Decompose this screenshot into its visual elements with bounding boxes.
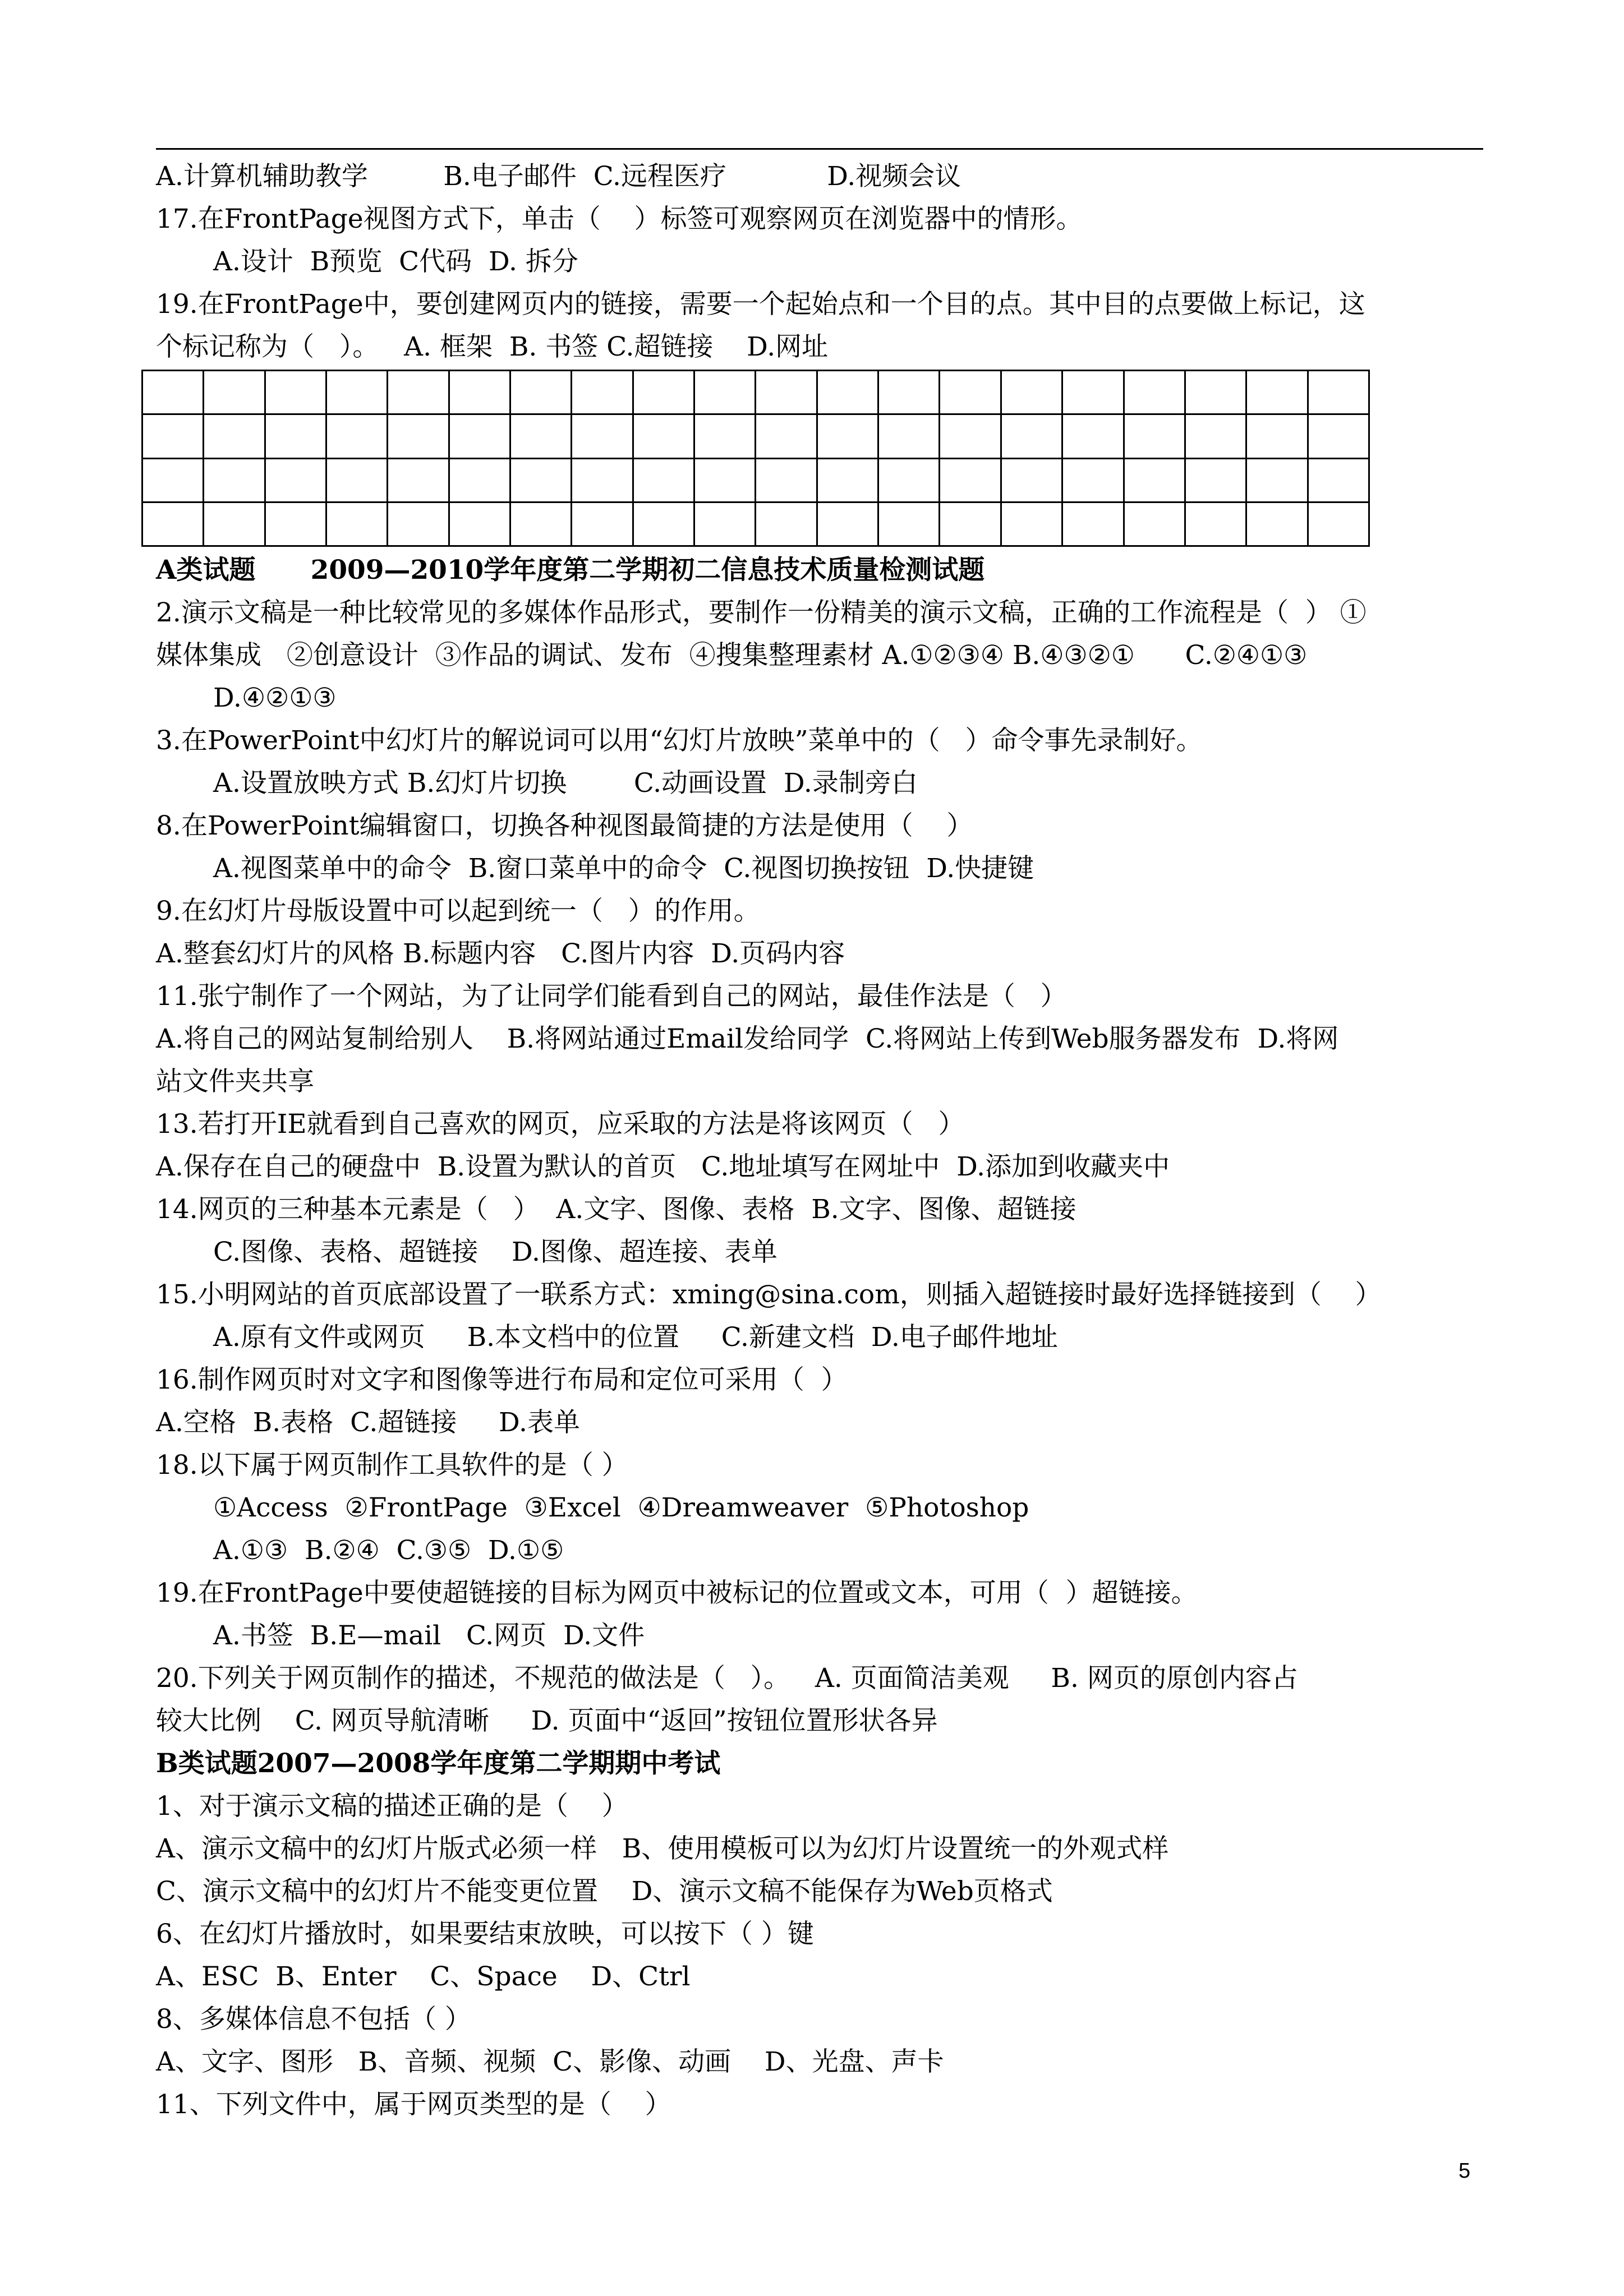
question-2: 2.演示文稿是一种比较常见的多媒体作品形式，要制作一份精美的演示文稿，正确的工作流程是（ ） ① xyxy=(156,597,1367,628)
question-b8: 8、多媒体信息不包括（ ） xyxy=(156,2004,471,2035)
question-3: 3.在PowerPoint中幻灯片的解说词可以用“幻灯片放映”菜单中的（ ）命令事先录制好。 xyxy=(156,725,1203,756)
question-14: 14.网页的三种基本元素是（ ） A.文字、图像、表格 B.文字、图像、超链接 xyxy=(156,1194,1076,1225)
grid-cell xyxy=(1124,371,1185,414)
grid-cell xyxy=(940,371,1001,414)
grid-cell xyxy=(694,502,756,546)
grid-cell xyxy=(878,371,940,414)
grid-cell xyxy=(633,502,694,546)
question-17-options: A.设计 B预览 C代码 D. 拆分 xyxy=(213,246,578,277)
grid-cell xyxy=(265,502,326,546)
question-b6-options: A、ESC B、Enter C、Space D、Ctrl xyxy=(156,1961,691,1992)
grid-cell xyxy=(878,458,940,502)
grid-cell xyxy=(1001,414,1062,458)
grid-cell xyxy=(1001,458,1062,502)
grid-row xyxy=(142,414,1369,458)
question-b6: 6、在幻灯片播放时，如果要结束放映，可以按下（ ）键 xyxy=(156,1919,814,1949)
grid-cell xyxy=(265,371,326,414)
grid-cell xyxy=(572,502,633,546)
question-13-options: A.保存在自己的硬盘中 B.设置为默认的首页 C.地址填写在网址中 D.添加到收藏夹中 xyxy=(156,1151,1170,1182)
grid-cell xyxy=(142,458,204,502)
grid-cell xyxy=(756,502,817,546)
section-b-heading: B类试题2007—2008学年度第二学期期中考试 xyxy=(156,1748,721,1779)
grid-cell xyxy=(265,458,326,502)
question-19b: 19.在FrontPage中要使超链接的目标为网页中被标记的位置或文本，可用（ ）超链接。 xyxy=(156,1578,1198,1608)
text-line: A.计算机辅助教学 B.电子邮件 C.远程医疗 D.视频会议 xyxy=(156,161,961,192)
question-11: 11.张宁制作了一个网站，为了让同学们能看到自己的网站，最佳作法是（ ） xyxy=(156,981,1067,1012)
grid-cell xyxy=(204,371,265,414)
grid-cell xyxy=(1246,502,1308,546)
question-3-options: A.设置放映方式 B.幻灯片切换 C.动画设置 D.录制旁白 xyxy=(213,768,918,799)
grid-cell xyxy=(940,458,1001,502)
grid-cell xyxy=(449,414,510,458)
grid-cell xyxy=(326,458,388,502)
question-b1-options-cd: C、演示文稿中的幻灯片不能变更位置 D、演示文稿不能保存为Web页格式 xyxy=(156,1876,1053,1907)
question-b1-options-ab: A、演示文稿中的幻灯片版式必须一样 B、使用模板可以为幻灯片设置统一的外观式样 xyxy=(156,1833,1169,1864)
grid-cell xyxy=(449,502,510,546)
grid-cell xyxy=(388,414,449,458)
grid-cell xyxy=(1185,458,1246,502)
page-number: 5 xyxy=(1459,2159,1471,2183)
grid-cell xyxy=(572,414,633,458)
question-b1: 1、对于演示文稿的描述正确的是（ ） xyxy=(156,1791,628,1822)
grid-cell xyxy=(633,371,694,414)
question-17: 17.在FrontPage视图方式下，单击（ ）标签可观察网页在浏览器中的情形。 xyxy=(156,204,1083,234)
question-20-cont: 较大比例 C. 网页导航清晰 D. 页面中“返回”按钮位置形状各异 xyxy=(156,1705,938,1736)
grid-cell xyxy=(326,414,388,458)
grid-cell xyxy=(326,502,388,546)
grid-cell xyxy=(1124,502,1185,546)
grid-cell xyxy=(204,414,265,458)
grid-cell xyxy=(510,458,572,502)
grid-cell xyxy=(265,414,326,458)
grid-cell xyxy=(633,414,694,458)
question-2-option-d: D.④②①③ xyxy=(213,683,337,713)
grid-cell xyxy=(1246,371,1308,414)
grid-cell xyxy=(1185,371,1246,414)
grid-cell xyxy=(633,458,694,502)
grid-cell xyxy=(1308,502,1369,546)
grid-cell xyxy=(817,414,878,458)
question-16-options: A.空格 B.表格 C.超链接 D.表单 xyxy=(156,1407,580,1438)
grid-cell xyxy=(694,458,756,502)
grid-cell xyxy=(510,414,572,458)
grid-row xyxy=(142,502,1369,546)
grid-cell xyxy=(142,414,204,458)
grid-cell xyxy=(1185,414,1246,458)
grid-cell xyxy=(572,458,633,502)
question-2-cont: 媒体集成 ②创意设计 ③作品的调试、发布 ④搜集整理素材 A.①②③④ B.④③②① C.②④①③ xyxy=(156,640,1308,671)
question-b8-options: A、文字、图形 B、音频、视频 C、影像、动画 D、光盘、声卡 xyxy=(156,2046,944,2077)
question-18-items: ①Access ②FrontPage ③Excel ④Dreamweaver ⑤Photoshop xyxy=(213,1492,1029,1523)
question-18-options: A.①③ B.②④ C.③⑤ D.①⑤ xyxy=(213,1535,564,1566)
grid-cell xyxy=(940,502,1001,546)
grid-cell xyxy=(817,502,878,546)
grid-cell xyxy=(1308,414,1369,458)
grid-cell xyxy=(756,458,817,502)
grid-cell xyxy=(388,502,449,546)
grid-cell xyxy=(1185,502,1246,546)
grid-cell xyxy=(326,371,388,414)
question-20: 20.下列关于网页制作的描述，不规范的做法是（ ）。 A. 页面简洁美观 B. 网页的原创内容占 xyxy=(156,1663,1298,1694)
grid-cell xyxy=(510,371,572,414)
grid-cell xyxy=(1001,502,1062,546)
question-19: 19.在FrontPage中，要创建网页内的链接，需要一个起始点和一个目的点。其中目的点要做上标记，这 xyxy=(156,289,1365,320)
grid-cell xyxy=(204,502,265,546)
grid-cell xyxy=(1308,458,1369,502)
grid-cell xyxy=(142,371,204,414)
grid-cell xyxy=(449,371,510,414)
grid-cell xyxy=(1246,458,1308,502)
grid-cell xyxy=(817,458,878,502)
grid-cell xyxy=(1001,371,1062,414)
grid-cell xyxy=(510,502,572,546)
header-rule xyxy=(156,148,1483,150)
question-18: 18.以下属于网页制作工具软件的是（ ） xyxy=(156,1450,628,1481)
grid-cell xyxy=(1124,458,1185,502)
question-19b-options: A.书签 B.E—mail C.网页 D.文件 xyxy=(213,1620,645,1651)
grid-cell xyxy=(388,458,449,502)
grid-cell xyxy=(817,371,878,414)
grid-cell xyxy=(1062,502,1124,546)
grid-cell xyxy=(204,458,265,502)
grid-cell xyxy=(1308,371,1369,414)
question-8-options: A.视图菜单中的命令 B.窗口菜单中的命令 C.视图切换按钮 D.快捷键 xyxy=(213,853,1034,884)
grid-cell xyxy=(572,371,633,414)
question-b11: 11、下列文件中，属于网页类型的是（ ） xyxy=(156,2089,671,2120)
grid-cell xyxy=(1246,414,1308,458)
grid-cell xyxy=(1062,371,1124,414)
grid-cell xyxy=(694,371,756,414)
grid-cell xyxy=(1062,458,1124,502)
question-9-options: A.整套幻灯片的风格 B.标题内容 C.图片内容 D.页码内容 xyxy=(156,938,845,969)
question-15: 15.小明网站的首页底部设置了一联系方式：xming@sina.com，则插入超链接时最好选择链接到（ ） xyxy=(156,1279,1382,1310)
grid-cell xyxy=(878,502,940,546)
question-11-options: A.将自己的网站复制给别人 B.将网站通过Email发给同学 C.将网站上传到Web服务器发布 D.将网 xyxy=(156,1023,1339,1054)
section-a-heading: A类试题 2009—2010学年度第二学期初二信息技术质量检测试题 xyxy=(156,555,985,585)
question-16: 16.制作网页时对文字和图像等进行布局和定位可采用（ ） xyxy=(156,1364,848,1395)
grid-cell xyxy=(449,458,510,502)
grid-cell xyxy=(142,502,204,546)
grid-cell xyxy=(756,414,817,458)
grid-row xyxy=(142,458,1369,502)
question-11-options-cont: 站文件夹共享 xyxy=(156,1066,314,1097)
grid-cell xyxy=(1062,414,1124,458)
grid-cell xyxy=(756,371,817,414)
answer-grid xyxy=(141,370,1370,547)
grid-cell xyxy=(878,414,940,458)
grid-row xyxy=(142,371,1369,414)
question-8: 8.在PowerPoint编辑窗口，切换各种视图最简捷的方法是使用（ ） xyxy=(156,810,973,841)
grid-cell xyxy=(694,414,756,458)
question-14-options: C.图像、表格、超链接 D.图像、超连接、表单 xyxy=(213,1237,778,1267)
question-9: 9.在幻灯片母版设置中可以起到统一（ ）的作用。 xyxy=(156,896,760,926)
question-15-options: A.原有文件或网页 B.本文档中的位置 C.新建文档 D.电子邮件地址 xyxy=(213,1322,1058,1353)
question-13: 13.若打开IE就看到自己喜欢的网页，应采取的方法是将该网页（ ） xyxy=(156,1109,965,1140)
grid-cell xyxy=(940,414,1001,458)
grid-cell xyxy=(388,371,449,414)
grid-cell xyxy=(1124,414,1185,458)
question-19-cont: 个标记称为（ ）。 A. 框架 B. 书签 C.超链接 D.网址 xyxy=(156,331,829,362)
